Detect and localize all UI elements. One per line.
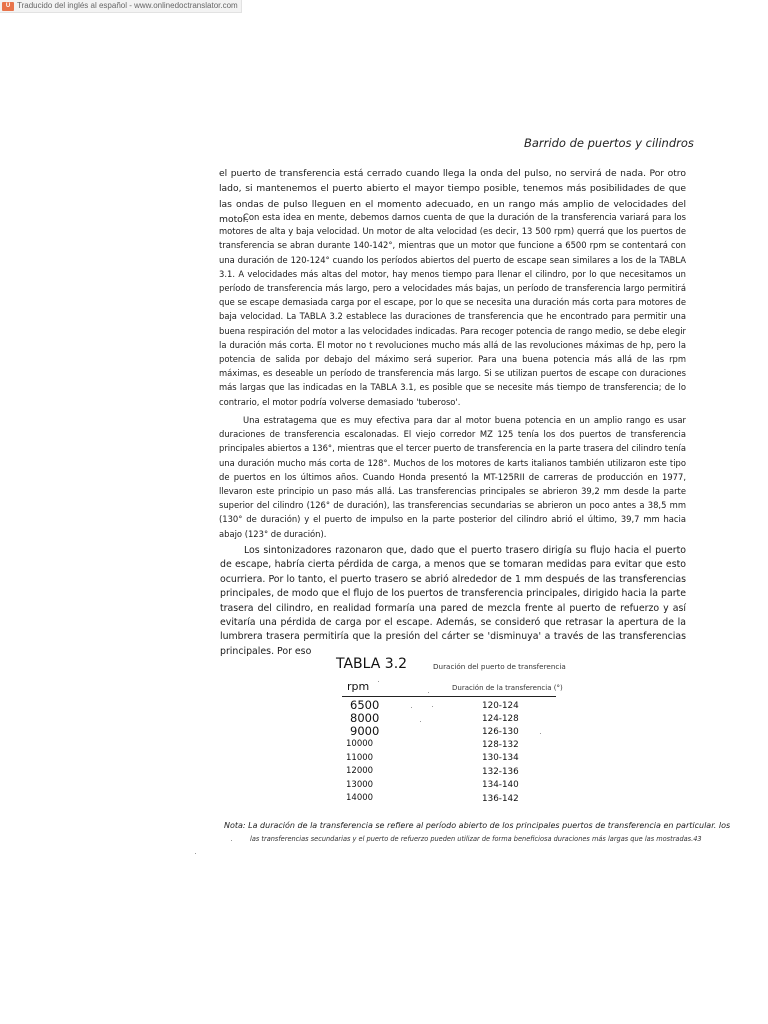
table-header-duration: Duración de la transferencia (°)	[452, 684, 563, 692]
paragraph: Los sintonizadores razonaron que, dado que el puerto trasero dirigía su flujo hacia el puerto de escape, habría cierta pérdida de carga, a menos que se tomaran medidas para evitar que esto ocurriera. Por lo tanto, el puerto trasero se abrió alrededor de 1 mm después de las transferencias principales, de modo que el flujo de los puertos de transferencia principales, dirigido hacia la parte trasera del cilindro, en realidad formaría una pared de mezcla frente al puerto de refuerzo y así evitaría una pérdida de carga por el escape. Además, se consideró que retrasar la apertura de la lumbrera trasera permitiría que la presión del cárter se 'disminuya' a través de las transferencias principales. Por eso	[220, 545, 686, 657]
table-note-continued	[250, 835, 702, 843]
table-cell-duration: 130-134	[482, 753, 519, 763]
table-cell-rpm: 13000	[346, 780, 374, 790]
body-text-block	[219, 413, 686, 541]
running-head: Barrido de puertos y cilindros	[524, 136, 694, 150]
table-rule	[342, 696, 556, 697]
scan-speck	[420, 721, 421, 722]
translation-banner-text[interactable]: Traducido del inglés al español - www.onlinedoctranslator.com	[17, 1, 238, 10]
table-cell-duration: 136-142	[482, 794, 519, 804]
table-header-rpm: rpm	[347, 680, 370, 693]
table-cell-duration: 134-140	[482, 780, 519, 790]
scan-speck	[378, 681, 379, 682]
table-note-text: las transferencias secundarias y el puerto de refuerzo pueden utilizar de forma beneficiosa duraciones más largas que las mostradas.	[250, 835, 694, 843]
table-cell-rpm: 8000	[350, 711, 380, 725]
page-number: 43	[693, 835, 702, 843]
paragraph: Con esta idea en mente, debemos darnos cuenta de que la duración de la transferencia variará para los motores de alta y baja velocidad. Un motor de alta velocidad (es decir, 13 500 rpm) querrá que los puertos de transferencia se abran durante 140-142°, mientras que un motor que funcione a 6500 rpm se contentará con una duración de 120-124° cuando los períodos abiertos del puerto de escape sean similares a los de la TABLA 3.1. A velocidades más altas del motor, hay menos tiempo para llenar el cilindro, por lo que necesitamos un período de transferencia más largo, pero a velocidades más bajas, un período de transferencia largo permitirá que se escape demasiada carga por el escape, por lo que se necesita una duración más corta para motores de baja velocidad. La TABLA 3.2 establece las duraciones de transferencia que he encontrado para permitir una buena respiración del motor a las velocidades indicadas. Para recoger potencia de rango medio, se debe elegir la duración más corta. El motor no t revoluciones mucho más allá de las revoluciones máximas de hp, pero la potencia de salida por debajo del máximo será superior. Para una buena potencia más allá de las rpm máximas, es deseable un período de transferencia más largo. Si se utilizan puertos de escape con duraciones más largas que las indicadas en la TABLA 3.1, es posible que se necesite más tiempo de transferencia; de lo contrario, el motor podría volverse demasiado 'tuberoso'.	[219, 212, 686, 407]
table-cell-duration: 120-124	[482, 701, 519, 711]
paragraph: Una estratagema que es muy efectiva para dar al motor buena potencia en un amplio rango es usar duraciones de transferencia escalonadas. El viejo corredor MZ 125 tenía los dos puertos de transferencia principales abiertos a 136°, mientras que el tercer puerto de transferencia en la parte trasera del cilindro tenía una duración mucho más corta de 128°. Muchos de los motores de karts italianos también utilizaron este tipo de puertos en los últimos años. Cuando Honda presentó la MT-125RII de carreras de producción en 1977, llevaron este principio un paso más allá. Las transferencias principales se abrieron 39,2 mm desde la parte superior del cilindro (126° de duración), las transferencias secundarias se abrieron un poco antes a 38,5 mm (130° de duración) y el puerto de impulso en la parte posterior del cilindro abrió el último, 39,7 mm hacia abajo (123° de duración).	[219, 415, 686, 539]
table-cell-duration: 132-136	[482, 767, 519, 777]
table-cell-rpm: 6500	[350, 698, 380, 712]
scan-speck	[195, 853, 196, 854]
paragraph: el puerto de transferencia está cerrado cuando llega la onda del pulso, no servirá de nada. Por otro lado, si mantenemos el puerto abierto el mayor tiempo posible, tenemos más posibilidades de que las ondas de pulso lleguen en el momento adecuado, en un rango más amplio de velocidades del motor.	[219, 168, 686, 226]
table-cell-rpm: 10000	[346, 739, 374, 749]
body-text-block	[219, 210, 686, 409]
translate-icon: Ü	[2, 2, 14, 11]
body-text-block	[220, 544, 686, 659]
table-caption: Duración del puerto de transferencia	[433, 662, 566, 671]
table-cell-rpm: 12000	[346, 766, 374, 776]
table-cell-duration: 128-132	[482, 740, 519, 750]
scan-speck	[411, 707, 412, 708]
table-cell-duration: 126-130	[482, 727, 519, 737]
scan-speck	[231, 840, 232, 841]
table-cell-rpm: 11000	[346, 753, 374, 763]
table-title: TABLA 3.2	[336, 656, 408, 672]
table-cell-rpm: 9000	[350, 724, 380, 738]
table-cell-duration: 124-128	[482, 714, 519, 724]
translation-banner[interactable]	[0, 0, 242, 13]
scan-speck	[432, 706, 433, 707]
scan-speck	[428, 692, 429, 693]
scan-speck	[540, 733, 541, 734]
table-cell-rpm: 14000	[346, 793, 374, 803]
table-note: Nota: La duración de la transferencia se refiere al período abierto de los principales puertos de transferencia en particular. los	[224, 821, 731, 830]
